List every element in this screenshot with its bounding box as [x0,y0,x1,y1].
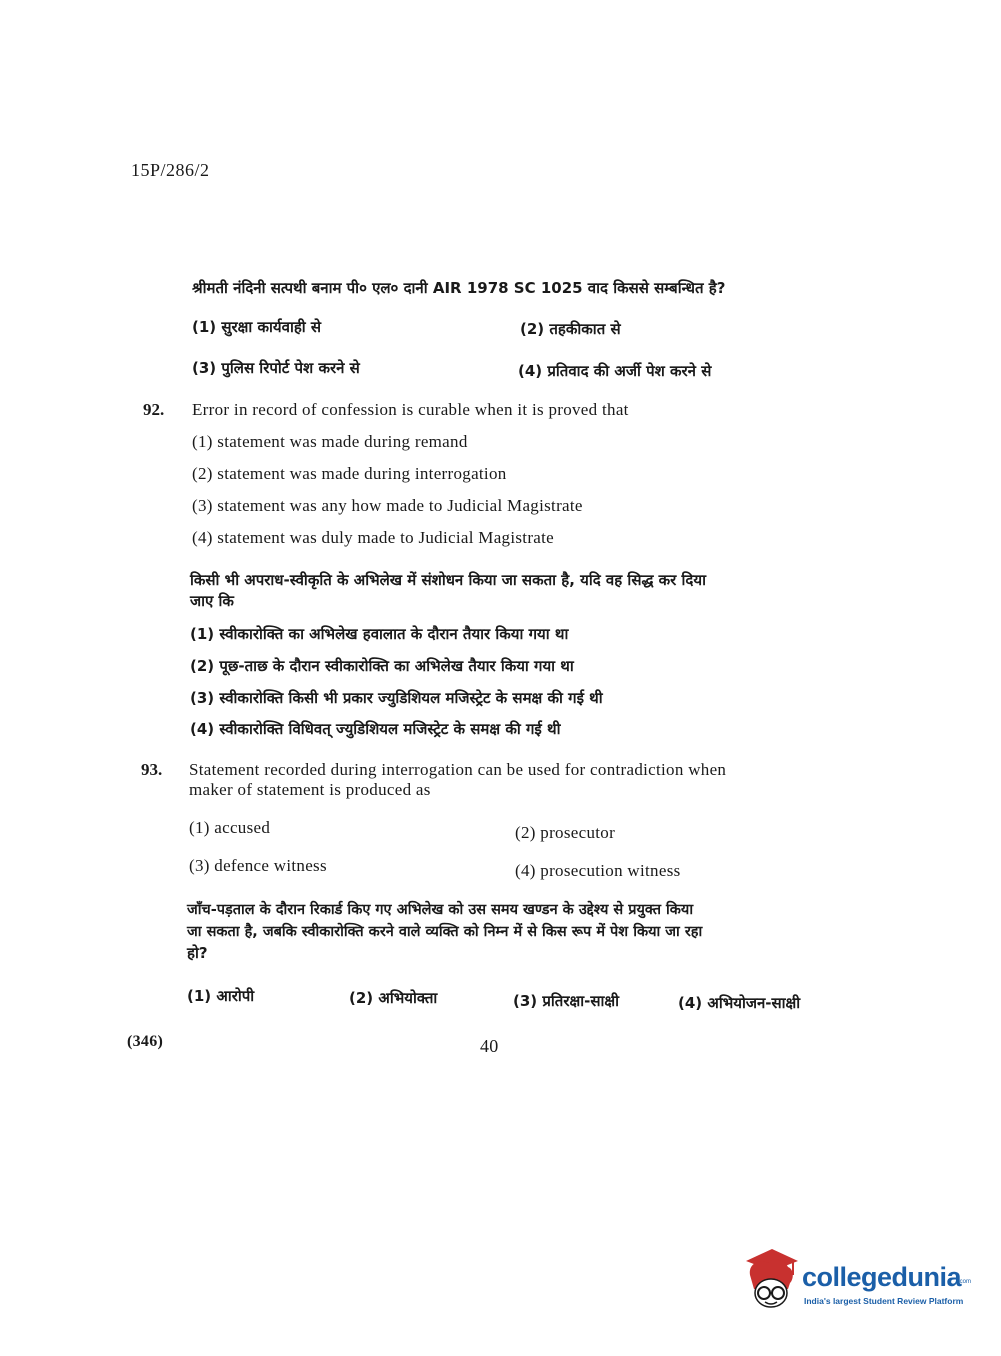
q92-hindi-option-2: (2) पूछ-ताछ के दौरान स्वीकारोक्ति का अभिलेख तैयार किया गया था [190,657,574,675]
q93-question-line1: Statement recorded during interrogation can be used for contradiction when [189,760,727,779]
page-number: 40 [480,1036,499,1056]
q93-option-2: (2) prosecutor [515,823,616,842]
q93-option-1: (1) accused [189,818,271,837]
q93-hindi-question-line2: जा सकता है, जबकि स्वीकारोक्ति करने वाले व्यक्ति को निम्न में से किस रूप में पेश किया जा रहा [187,924,703,940]
q93-option-4: (4) prosecution witness [515,861,681,880]
q91-hindi-option-3: (3) पुलिस रिपोर्ट पेश करने से [192,359,360,377]
paper-code: 15P/286/2 [131,160,210,180]
q93-hindi-option-1: (1) आरोपी [187,987,255,1005]
q93-option-3: (3) defence witness [189,856,327,875]
q91-hindi-option-2: (2) तहकीकात से [520,320,621,338]
q92-option-4: (4) statement was duly made to Judicial Magistrate [192,528,554,547]
q92-hindi-option-3: (3) स्वीकारोक्ति किसी भी प्रकार ज्युडिशियल मजिस्ट्रेट के समक्ष की गई थी [190,689,603,707]
q92-option-2: (2) statement was made during interrogation [192,464,507,483]
brand-name: collegedunia [802,1262,962,1292]
q92-hindi-question-line1: किसी भी अपराध-स्वीकृति के अभिलेख में संशोधन किया जा सकता है, यदि वह सिद्ध कर दिया [190,571,706,589]
q93-hindi-question-line3: हो? [187,944,208,962]
q93-hindi-option-4: (4) अभियोजन-साक्षी [678,994,801,1012]
collegedunia-mascot-icon [738,1245,808,1315]
q93-number: 93. [141,760,163,779]
q92-number: 92. [143,400,165,419]
q93-hindi-option-2: (2) अभियोक्ता [349,989,438,1007]
q91-hindi-question: श्रीमती नंदिनी सत्पथी बनाम पी० एल० दानी AIR 1978 SC 1025 वाद किससे सम्बन्धित है? [192,279,726,297]
q93-question-line2: maker of statement is produced as [189,780,431,799]
q91-hindi-option-4: (4) प्रतिवाद की अर्जी पेश करने से [518,362,712,380]
q92-option-3: (3) statement was any how made to Judicial Magistrate [192,496,583,515]
brand-tagline: India's largest Student Review Platform [804,1296,964,1306]
q91-hindi-option-1: (1) सुरक्षा कार्यवाही से [192,318,322,336]
footer-code: (346) [127,1033,164,1050]
q92-hindi-option-1: (1) स्वीकारोक्ति का अभिलेख हवालात के दौरान तैयार किया गया था [190,625,569,643]
q92-option-1: (1) statement was made during remand [192,432,468,451]
q93-hindi-option-3: (3) प्रतिरक्षा-साक्षी [513,992,620,1010]
q92-hindi-option-4: (4) स्वीकारोक्ति विधिवत् ज्युडिशियल मजिस्ट्रेट के समक्ष की गई थी [190,720,561,738]
brand-domain: .com [958,1279,972,1285]
q92-hindi-question-line2: जाए कि [190,592,234,610]
q92-question: Error in record of confession is curable when it is proved that [192,400,629,419]
q93-hindi-question-line1: जाँच-पड़ताल के दौरान रिकार्ड किए गए अभिलेख को उस समय खण्डन के उद्देश्य से प्रयुक्त किया [187,902,694,918]
